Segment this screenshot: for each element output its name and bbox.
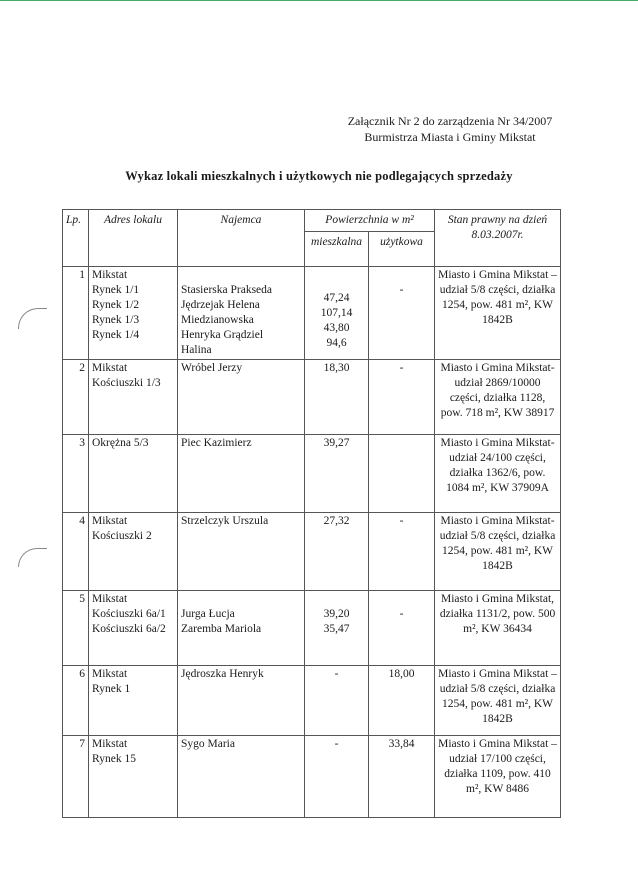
cell-uzytkowa: 18,00 [369,666,435,736]
header-line-2: Burmistrza Miasta i Gminy Mikstat [364,130,536,144]
area-residential-value: 43,80 [323,322,350,334]
table-row [63,736,561,818]
area-residential-value: 35,47 [323,623,350,635]
address-line: Okrężna 5/3 [92,437,149,449]
address-line: Mikstat [92,362,128,374]
area-residential-value: 18,30 [323,362,350,374]
document-header [300,113,600,145]
cell-mieszkalna [305,513,369,591]
cell-stan: Miasto i Gmina Mikstat – udział 17/100 części, działka 1109, pow. 410 m², KW 8486 [435,736,561,818]
cell-adres [89,513,178,591]
cell-adres [89,360,178,435]
cell-uzytkowa: 33,84 [369,736,435,818]
address-line: Rynek 1 [92,683,131,695]
address-line: Mikstat [92,593,128,605]
address-line: Mikstat [92,269,128,281]
address-line: Kościuszki 6a/2 [92,623,166,635]
address-line: Rynek 1/1 [92,284,140,296]
table-row [63,513,561,591]
cell-mieszkalna [305,666,369,736]
cell-adres [89,591,178,666]
cell-uzytkowa: - [369,360,435,435]
area-residential-value: 39,27 [323,437,350,449]
table-row [63,360,561,435]
cell-stan: Miasto i Gmina Mikstat – udział 5/8 części, działka 1254, pow. 481 m², KW 1842B [435,666,561,736]
table-header-row [63,210,561,232]
cell-adres [89,666,178,736]
col-header-uzytkowa: użytkowa [369,232,435,267]
tenant-line: Jędrzejak Helena [181,299,260,311]
address-line: Rynek 15 [92,753,136,765]
cell-adres [89,435,178,513]
top-rule [0,0,638,1]
cell-najemca [178,736,305,818]
cell-stan: Miasto i Gmina Mikstat – udział 5/8 części, działka 1254, pow. 481 m², KW 1842B [435,267,561,360]
cell-mieszkalna [305,591,369,666]
table-row [63,435,561,513]
cell-stan: Miasto i Gmina Mikstat-udział 5/8 części, działka 1254, pow. 481 m², KW 1842B [435,513,561,591]
address-line: Rynek 1/4 [92,329,140,341]
tenant-line: Piec Kazimierz [181,437,252,449]
cell-stan: Miasto i Gmina Mikstat-udział 24/100 części, działka 1362/6, pow. 1084 m², KW 37909A [435,435,561,513]
cell-lp: 7 [63,736,89,818]
cell-stan: Miasto i Gmina Mikstat-udział 2869/10000 części, działka 1128, pow. 718 m², KW 38917 [435,360,561,435]
area-residential-value: 39,20 [323,608,350,620]
col-header-powierzchnia: Powierzchnia w m² [305,210,435,232]
cell-najemca [178,591,305,666]
address-line: Kościuszki 2 [92,530,152,542]
cell-lp: 4 [63,513,89,591]
tenant-line: Strzelczyk Urszula [181,515,269,527]
tenant-line: Sygo Maria [181,738,235,750]
tenant-line: Miedzianowska [181,314,254,326]
col-header-adres: Adres lokalu [89,210,178,267]
address-line: Mikstat [92,668,128,680]
cell-najemca [178,360,305,435]
cell-stan: Miasto i Gmina Mikstat, działka 1131/2, pow. 500 m², KW 36434 [435,591,561,666]
cell-uzytkowa: - [369,267,435,360]
cell-mieszkalna [305,360,369,435]
address-line: Rynek 1/2 [92,299,140,311]
tenant-line: Wróbel Jerzy [181,362,243,374]
cell-najemca [178,435,305,513]
header-line-1: Załącznik Nr 2 do zarządzenia Nr 34/2007 [347,114,553,128]
area-residential-value: 47,24 [323,292,350,304]
tenant-line: Halina [181,344,212,356]
scan-artifact [18,548,47,567]
cell-lp: 6 [63,666,89,736]
cell-mieszkalna [305,267,369,360]
address-line: Rynek 1/3 [92,314,140,326]
area-residential-value: - [334,668,339,680]
area-residential-value: 94,6 [326,337,347,349]
table-row [63,267,561,360]
cell-uzytkowa [369,435,435,513]
area-residential-value: - [334,738,339,750]
table-row [63,666,561,736]
cell-najemca [178,666,305,736]
cell-uzytkowa: - [369,513,435,591]
cell-najemca [178,513,305,591]
address-line: Mikstat [92,738,128,750]
cell-adres [89,736,178,818]
cell-uzytkowa: - [369,591,435,666]
premises-table [62,209,561,818]
table-row [63,591,561,666]
cell-lp: 2 [63,360,89,435]
cell-lp: 1 [63,267,89,360]
address-line: Kościuszki 1/3 [92,377,161,389]
col-header-najemca: Najemca [178,210,305,267]
cell-najemca [178,267,305,360]
col-header-stan: Stan prawny na dzień 8.03.2007r. [435,210,561,267]
address-line: Kościuszki 6a/1 [92,608,166,620]
area-residential-value: 27,32 [323,515,350,527]
cell-lp: 5 [63,591,89,666]
address-line: Mikstat [92,515,128,527]
tenant-line: Zaremba Mariola [181,623,262,635]
cell-mieszkalna [305,435,369,513]
cell-adres [89,267,178,360]
tenant-line: Stasierska Prakseda [181,284,273,296]
tenant-line: Jędroszka Henryk [181,668,264,680]
col-header-mieszkalna: mieszkalna [305,232,369,267]
document-title: Wykaz lokali mieszkalnych i użytkowych nie podlegających sprzedaży [125,169,513,183]
tenant-line [181,592,301,607]
tenant-line: Henryka Grądziel [181,329,264,341]
scan-artifact [18,308,47,329]
cell-mieszkalna [305,736,369,818]
col-header-lp: Lp. [63,210,89,267]
tenant-line: Jurga Łucja [181,608,235,620]
cell-lp: 3 [63,435,89,513]
area-residential-value: 107,14 [320,307,353,319]
